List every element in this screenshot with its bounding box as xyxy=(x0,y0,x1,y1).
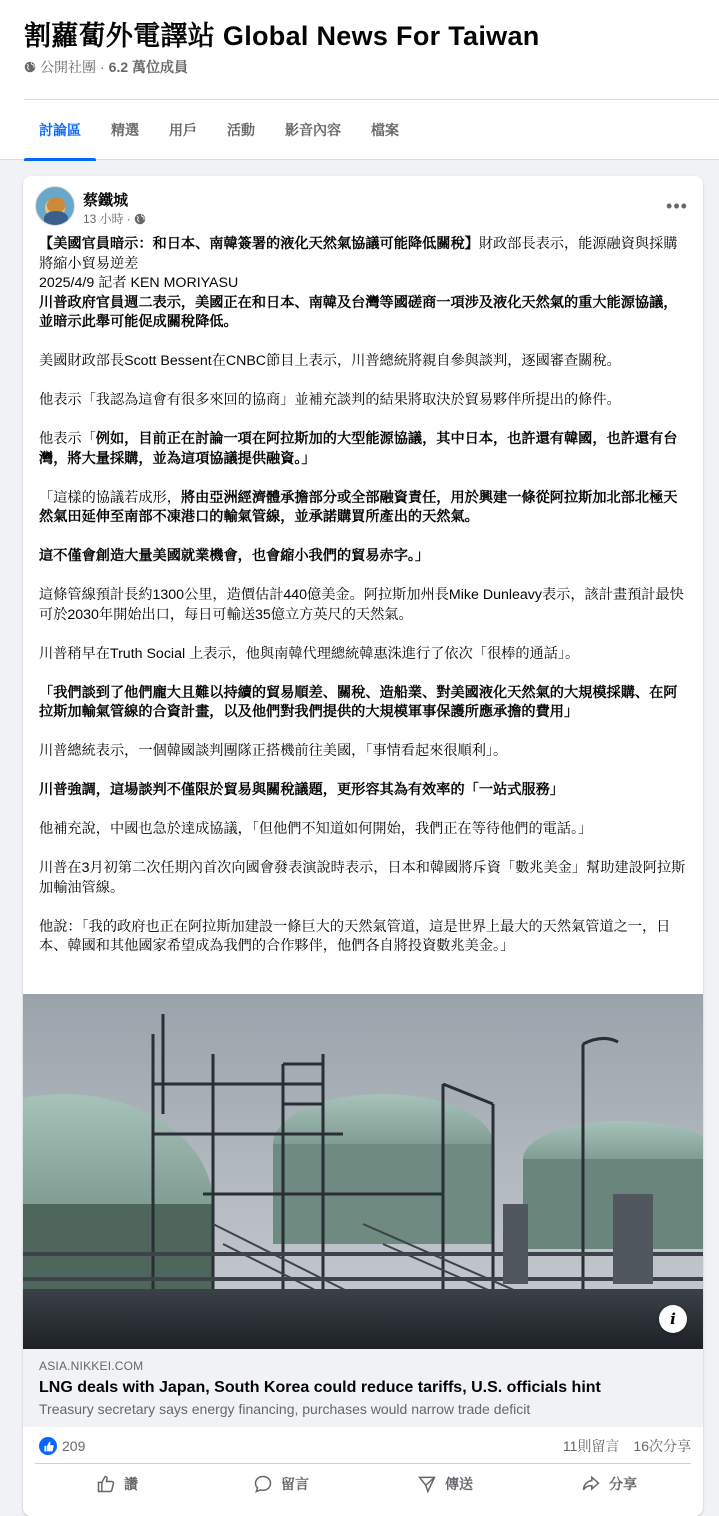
post-header xyxy=(23,176,703,234)
post-text xyxy=(39,235,689,976)
send-icon xyxy=(417,1474,437,1494)
globe-icon xyxy=(24,61,36,73)
post-card xyxy=(23,176,703,1516)
send-button[interactable] xyxy=(363,1467,527,1501)
link-domain: ASIA.NIKKEI.COM xyxy=(39,1359,144,1373)
link-subtitle: Treasury secretary says energy financing, purchases would narrow trade deficit xyxy=(39,1401,531,1417)
paragraph-prefix: 他表示「 xyxy=(39,431,96,447)
info-button[interactable]: i xyxy=(659,1305,687,1333)
group-privacy: 公開社團 xyxy=(40,59,96,75)
comment-icon xyxy=(253,1474,273,1494)
group-tabs xyxy=(24,100,414,160)
share-icon xyxy=(581,1474,601,1494)
paragraph: 這不僅會創造大量美國就業機會，也會縮小我們的貿易赤字。」 xyxy=(39,548,430,564)
group-meta xyxy=(24,57,188,77)
paragraph: 川普在3月初第二次任期內首次向國會發表演說時表示，日本和韓國將斥資「數兆美金」幫助建設阿拉斯加輸油管線。 xyxy=(39,860,686,896)
like-button[interactable] xyxy=(35,1467,199,1501)
paragraph: 川普政府官員週二表示，美國正在和日本、南韓及台灣等國磋商一項涉及液化天然氣的重大能源協議，並暗示此舉可能促成關稅降低。 xyxy=(39,294,678,330)
tab-discussion[interactable]: 討論區 xyxy=(24,100,96,160)
like-label: 讚 xyxy=(124,1476,138,1492)
group-member-count[interactable]: 6.2 萬位成員 xyxy=(108,59,189,75)
link-preview[interactable] xyxy=(23,1349,703,1427)
link-preview-image[interactable] xyxy=(23,994,703,1349)
share-label: 分享 xyxy=(609,1476,637,1492)
more-options-button[interactable]: ••• xyxy=(666,195,688,216)
stats-right xyxy=(563,1436,691,1456)
tab-people[interactable]: 用戶 xyxy=(169,122,197,138)
paragraph: 美國財政部長Scott Bessent在CNBC節目上表示，川普總統將親自參與談判，逐國審查關稅。 xyxy=(39,353,621,369)
tab-files[interactable]: 檔案 xyxy=(371,122,399,138)
headline-bold: 【美國官員暗示：和日本、南韓簽署的液化天然氣協議可能降低關稅】 xyxy=(39,236,479,252)
globe-icon xyxy=(134,213,146,225)
share-button[interactable] xyxy=(527,1467,691,1501)
paragraph: 他表示「我認為這會有很多來回的協商」並補充談判的結果將取決於貿易夥伴所提出的條件。 xyxy=(39,392,621,408)
comment-button[interactable] xyxy=(199,1467,363,1501)
time-separator: · xyxy=(126,211,131,226)
group-title[interactable]: 割蘿蔔外電譯站 Global News For Taiwan xyxy=(24,21,540,51)
comment-label: 留言 xyxy=(281,1476,309,1492)
post-headline xyxy=(39,235,689,274)
paragraph: 川普稍早在Truth Social 上表示，他與南韓代理總統韓惠洙進行了依次「很棒的通話」。 xyxy=(39,645,580,662)
lng-terminal-photo xyxy=(23,994,703,1349)
like-count[interactable]: 209 xyxy=(62,1438,86,1454)
paragraph: 「我們談到了他們龐大且難以持續的貿易順差、關稅、造船業、對美國液化天然氣的大規模採購、在阿拉斯加輸氣管線的合資計畫，以及他們對我們提供的大規模軍事保護所應承擔的費用」 xyxy=(39,684,678,720)
meta-separator: · xyxy=(100,59,105,75)
group-header xyxy=(0,0,719,160)
paragraph-prefix: 「這樣的協議若成形， xyxy=(39,489,181,506)
headline-rest: 財政部長表示，能源融資與採購將縮小貿易逆差 xyxy=(39,236,678,272)
paragraph xyxy=(39,430,689,469)
link-title[interactable]: LNG deals with Japan, South Korea could reduce tariffs, U.S. officials hint xyxy=(39,1379,601,1396)
send-label: 傳送 xyxy=(445,1476,473,1492)
post-time[interactable]: 13 小時 xyxy=(83,212,124,226)
post-byline: 2025/4/9 記者 KEN MORIYASU xyxy=(39,275,239,291)
thumbs-up-icon xyxy=(96,1474,116,1494)
paragraph xyxy=(39,489,689,528)
paragraph: 他補充說，中國也急於達成協議，「但他們不知道如何開始，我們正在等待他們的電話。」 xyxy=(39,821,593,837)
tab-events[interactable]: 活動 xyxy=(227,122,255,138)
post-actions xyxy=(35,1467,691,1501)
tab-featured[interactable]: 精選 xyxy=(111,122,139,138)
post-timestamp xyxy=(83,210,146,227)
stats-divider xyxy=(35,1463,691,1464)
like-reaction-icon[interactable] xyxy=(39,1437,57,1455)
paragraph: 川普總統表示，一個韓國談判團隊正搭機前往美國，「事情看起來很順利」。 xyxy=(39,743,508,759)
tab-media[interactable]: 影音內容 xyxy=(285,122,341,138)
share-count[interactable]: 16次分享 xyxy=(633,1438,691,1454)
paragraph: 這條管線預計長約1300公里，造價估計440億美金。阿拉斯加州長Mike Dunleavy表示，該計畫預計最快可於2030年開始出口，每日可輸送35億立方英尺的天然氣。 xyxy=(39,587,684,623)
reaction-stats xyxy=(39,1434,691,1458)
paragraph: 他說：「我的政府也正在阿拉斯加建設一條巨大的天然氣管道，這是世界上最大的天然氣管道之一，日本、韓國和其他國家希望成為我們的合作夥伴，他們各自將投資數兆美金。」 xyxy=(39,918,671,954)
paragraph-bold: 將由亞洲經濟體承擔部分或全部融資責任，用於興建一條從阿拉斯加北部北極天然氣田延伸至南部不凍港口的輸氣管線，並承諾購買所產出的天然氣。 xyxy=(39,489,678,525)
comment-count[interactable]: 11則留言 xyxy=(562,1438,620,1454)
paragraph-bold: 例如，目前正在討論一項在阿拉斯加的大型能源協議，其中日本，也許還有韓國，也許還有台灣，將大量採購，並為這項協議提供融資。」 xyxy=(39,431,678,467)
paragraph: 川普強調，這場談判不僅限於貿易與關稅議題，更形容其為有效率的「一站式服務」 xyxy=(39,782,564,798)
avatar[interactable] xyxy=(35,186,75,226)
author-name[interactable]: 蔡鐵城 xyxy=(83,192,129,209)
